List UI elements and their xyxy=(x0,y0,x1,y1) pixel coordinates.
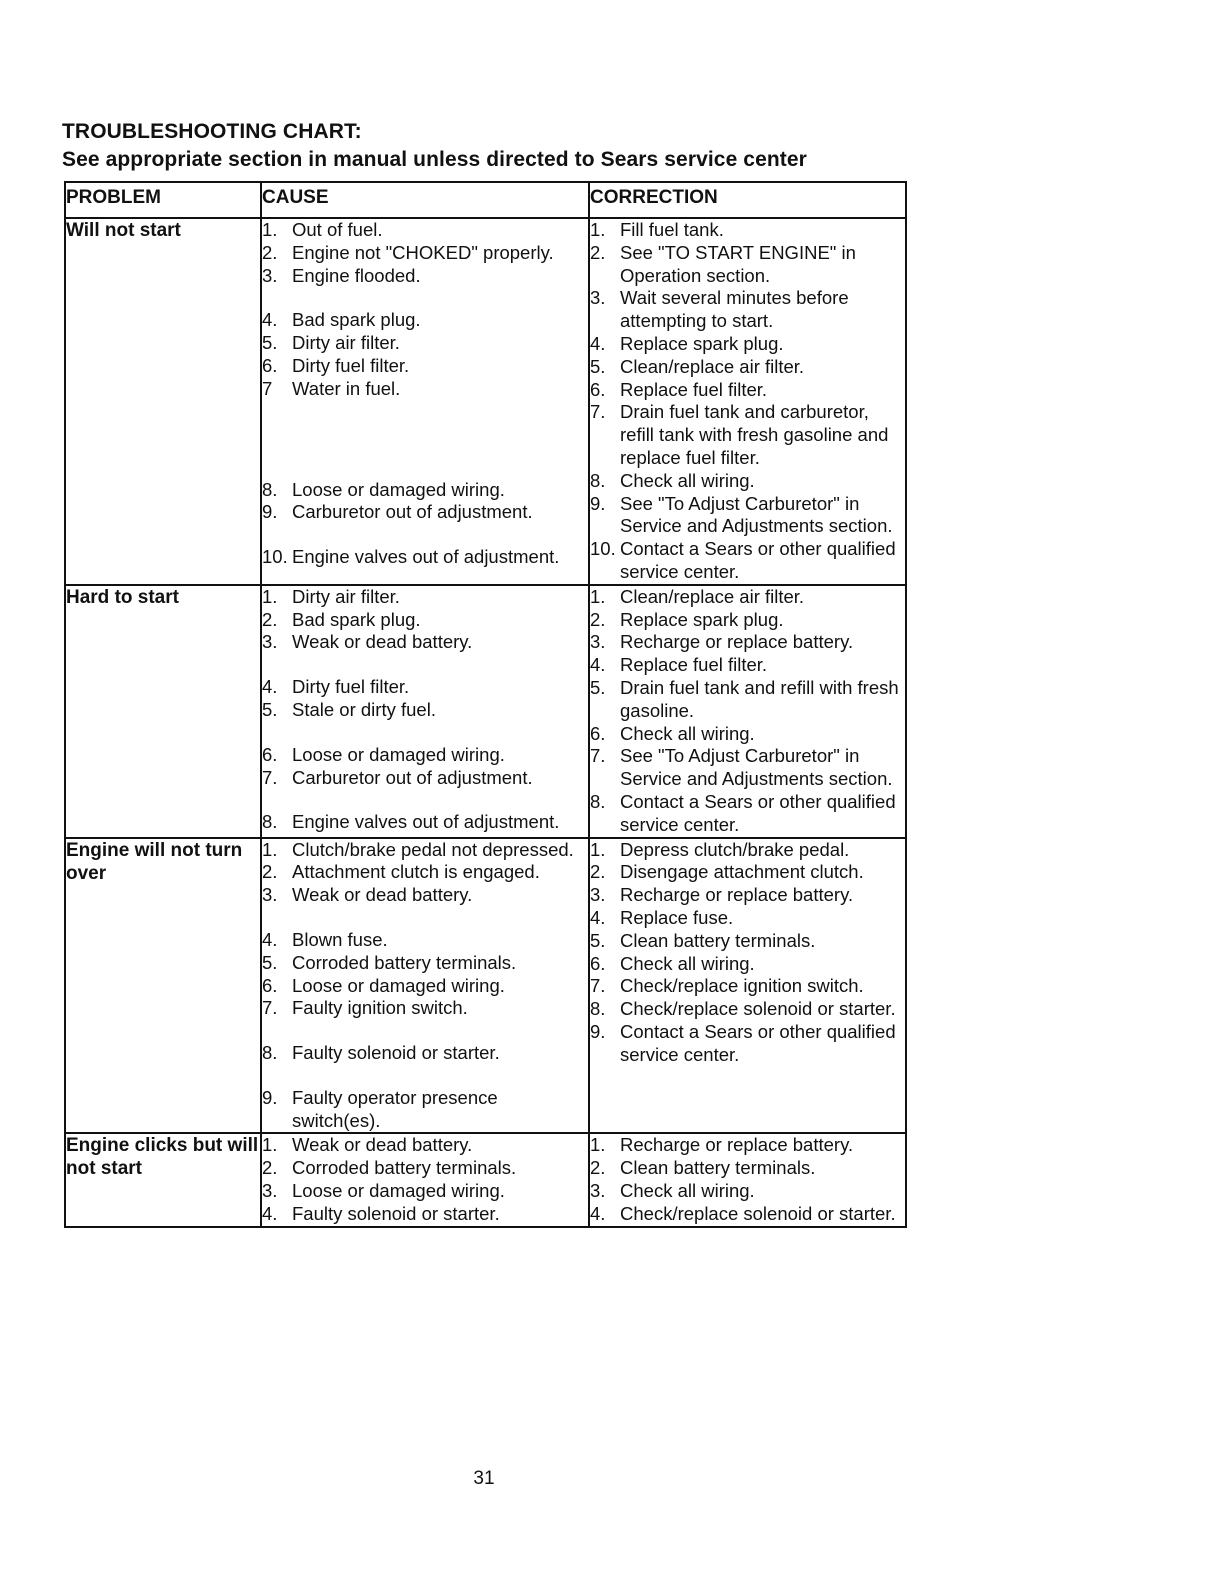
item-text: Clean battery terminals. xyxy=(620,929,816,951)
item-number: 6. xyxy=(590,378,606,400)
item-text: Loose or damaged wiring. xyxy=(292,743,505,765)
item-number: 6. xyxy=(590,952,606,974)
correction-cell xyxy=(589,1133,906,1226)
correction-item xyxy=(590,333,905,356)
item-number: 6. xyxy=(590,722,606,744)
cause-item xyxy=(262,1203,588,1226)
cause-item xyxy=(262,378,588,401)
cause-item xyxy=(262,839,588,862)
item-text: Replace fuel filter. xyxy=(620,378,768,400)
correction-item xyxy=(590,538,905,584)
item-number: 8. xyxy=(590,469,606,491)
item-text: See "TO START ENGINE" in Operation section. xyxy=(620,241,856,286)
item-number: 10. xyxy=(262,546,288,568)
cause-item xyxy=(262,997,588,1020)
item-text: Weak or dead battery. xyxy=(292,884,473,906)
cause-item xyxy=(262,265,588,288)
correction-item xyxy=(590,379,905,402)
item-number: 1. xyxy=(590,219,606,240)
item-text: Recharge or replace battery. xyxy=(620,1134,854,1156)
item-number: 2. xyxy=(590,241,606,263)
item-text: Engine not "CHOKED" properly. xyxy=(292,241,554,263)
item-number: 7. xyxy=(590,975,606,997)
correction-item xyxy=(590,242,905,288)
correction-item xyxy=(590,839,905,862)
item-text: Out of fuel. xyxy=(292,219,383,240)
correction-item xyxy=(590,861,905,884)
table-row xyxy=(65,838,906,1134)
item-text: Replace fuel filter. xyxy=(620,654,768,676)
item-number: 2. xyxy=(262,241,278,263)
item-number: 4. xyxy=(590,1202,606,1224)
item-number: 5. xyxy=(590,676,606,698)
correction-item xyxy=(590,723,905,746)
item-text: Water in fuel. xyxy=(292,377,401,399)
item-number: 8. xyxy=(590,998,606,1020)
correction-item xyxy=(590,219,905,242)
item-text: Replace fuse. xyxy=(620,906,734,928)
item-text: Fill fuel tank. xyxy=(620,219,724,240)
item-number: 2. xyxy=(262,1157,278,1179)
item-text: Dirty fuel filter. xyxy=(292,354,410,376)
item-number: 2. xyxy=(262,608,278,630)
item-number: 7 xyxy=(262,377,273,399)
item-text: Check all wiring. xyxy=(620,1180,755,1202)
cause-item xyxy=(262,501,588,524)
item-number: 3. xyxy=(590,287,606,309)
cause-cell xyxy=(261,585,589,838)
correction-item xyxy=(590,745,905,791)
item-text: Clean/replace air filter. xyxy=(620,585,805,607)
item-number: 6. xyxy=(262,354,278,376)
item-text: Corroded battery terminals. xyxy=(292,951,517,973)
item-text: Blown fuse. xyxy=(292,928,388,950)
troubleshooting-table xyxy=(64,181,907,1228)
item-text: Wait several minutes before attempting to start. xyxy=(620,287,849,332)
item-number: 2. xyxy=(590,861,606,883)
item-text: Faulty operator presence switch(es). xyxy=(292,1086,498,1131)
item-number: 4. xyxy=(590,654,606,676)
item-text: Check all wiring. xyxy=(620,469,755,491)
item-number: 9. xyxy=(590,1020,606,1042)
item-number: 7. xyxy=(590,401,606,423)
item-text: Clean/replace air filter. xyxy=(620,355,805,377)
table-row xyxy=(65,1133,906,1226)
item-number: 1. xyxy=(262,219,278,240)
problem-cell: Hard to start xyxy=(65,585,261,838)
cause-item xyxy=(262,952,588,975)
problem-cell: Engine will not turn over xyxy=(65,838,261,1134)
item-text: Weak or dead battery. xyxy=(292,1134,473,1156)
item-number: 3. xyxy=(262,264,278,286)
item-text: Attachment clutch is engaged. xyxy=(292,861,540,883)
cause-item xyxy=(262,699,588,722)
item-text: Check all wiring. xyxy=(620,722,755,744)
item-text: Clutch/brake pedal not depressed. xyxy=(292,838,574,860)
item-number: 3. xyxy=(262,884,278,906)
item-number: 5. xyxy=(262,698,278,720)
item-text: Recharge or replace battery. xyxy=(620,631,854,653)
item-text: Bad spark plug. xyxy=(292,309,421,331)
table-row xyxy=(65,585,906,838)
table-header-row xyxy=(65,182,906,218)
correction-item xyxy=(590,1021,905,1067)
item-text: Check/replace solenoid or starter. xyxy=(620,1202,896,1224)
problem-cell: Engine clicks but will not start xyxy=(65,1133,261,1226)
item-number: 1. xyxy=(590,1134,606,1156)
item-number: 7. xyxy=(262,766,278,788)
item-number: 5. xyxy=(590,355,606,377)
item-number: 7. xyxy=(590,745,606,767)
item-text: Drain fuel tank and refill with fresh gasoline. xyxy=(620,676,899,721)
item-number: 9. xyxy=(262,501,278,523)
item-text: Engine valves out of adjustment. xyxy=(292,811,560,833)
item-number: 2. xyxy=(590,608,606,630)
item-text: Loose or damaged wiring. xyxy=(292,478,505,500)
cause-item xyxy=(262,929,588,952)
item-number: 3. xyxy=(262,1180,278,1202)
correction-item xyxy=(590,586,905,609)
correction-item xyxy=(590,907,905,930)
item-number: 4. xyxy=(262,676,278,698)
item-text: Replace spark plug. xyxy=(620,332,784,354)
chart-heading xyxy=(62,118,942,174)
table-row xyxy=(65,218,906,585)
item-number: 3. xyxy=(590,1180,606,1202)
item-text: Contact a Sears or other qualified service center. xyxy=(620,1020,896,1065)
cause-item xyxy=(262,1157,588,1180)
item-text: Recharge or replace battery. xyxy=(620,884,854,906)
page-number: 31 xyxy=(473,1468,495,1489)
item-number: 10. xyxy=(590,538,616,560)
item-text: Dirty air filter. xyxy=(292,585,400,607)
item-text: Stale or dirty fuel. xyxy=(292,698,436,720)
cause-item xyxy=(262,975,588,998)
item-text: Corroded battery terminals. xyxy=(292,1157,517,1179)
item-text: Loose or damaged wiring. xyxy=(292,1180,505,1202)
item-text: Contact a Sears or other qualified service center. xyxy=(620,790,896,835)
item-number: 8. xyxy=(262,478,278,500)
item-text: Carburetor out of adjustment. xyxy=(292,501,533,523)
correction-item xyxy=(590,1157,905,1180)
cause-item xyxy=(262,1134,588,1157)
item-number: 1. xyxy=(262,1134,278,1156)
item-number: 7. xyxy=(262,997,278,1019)
table-body xyxy=(65,218,906,1227)
item-text: Carburetor out of adjustment. xyxy=(292,766,533,788)
cause-item xyxy=(262,631,588,654)
correction-item xyxy=(590,631,905,654)
column-header-correction: CORRECTION xyxy=(589,182,906,218)
item-number: 9. xyxy=(590,492,606,514)
item-text: Dirty fuel filter. xyxy=(292,676,410,698)
cause-item xyxy=(262,309,588,332)
item-number: 9. xyxy=(262,1086,278,1108)
cause-item xyxy=(262,861,588,884)
item-text: Dirty air filter. xyxy=(292,332,400,354)
correction-item xyxy=(590,654,905,677)
item-number: 6. xyxy=(262,974,278,996)
item-text: Weak or dead battery. xyxy=(292,631,473,653)
correction-item xyxy=(590,930,905,953)
page-title: TROUBLESHOOTING CHART: xyxy=(62,120,362,143)
item-number: 4. xyxy=(590,906,606,928)
item-number: 8. xyxy=(590,790,606,812)
correction-item xyxy=(590,470,905,493)
cause-cell xyxy=(261,1133,589,1226)
correction-cell xyxy=(589,585,906,838)
item-number: 8. xyxy=(262,811,278,833)
item-number: 3. xyxy=(590,631,606,653)
item-number: 1. xyxy=(262,585,278,607)
item-text: Depress clutch/brake pedal. xyxy=(620,838,850,860)
cause-item xyxy=(262,811,588,834)
cause-item xyxy=(262,586,588,609)
item-text: Engine flooded. xyxy=(292,264,421,286)
cause-item xyxy=(262,479,588,502)
item-number: 5. xyxy=(590,929,606,951)
cause-cell xyxy=(261,218,589,585)
cause-item xyxy=(262,1042,588,1065)
item-number: 3. xyxy=(262,631,278,653)
item-text: Contact a Sears or other qualified service center. xyxy=(620,538,896,582)
item-text: Clean battery terminals. xyxy=(620,1157,816,1179)
cause-item xyxy=(262,609,588,632)
cause-item xyxy=(262,767,588,790)
correction-item xyxy=(590,677,905,723)
correction-item xyxy=(590,791,905,837)
column-header-cause: CAUSE xyxy=(261,182,589,218)
cause-item xyxy=(262,744,588,767)
item-text: Drain fuel tank and carburetor, refill tank with fresh gasoline and replace fuel filter. xyxy=(620,401,889,468)
correction-cell xyxy=(589,218,906,585)
correction-item xyxy=(590,975,905,998)
correction-item xyxy=(590,609,905,632)
correction-item xyxy=(590,287,905,333)
correction-item xyxy=(590,401,905,469)
item-number: 4. xyxy=(262,1202,278,1224)
item-number: 8. xyxy=(262,1042,278,1064)
correction-item xyxy=(590,884,905,907)
item-text: Engine valves out of adjustment. xyxy=(292,546,560,568)
cause-item xyxy=(262,242,588,265)
item-text: Disengage attachment clutch. xyxy=(620,861,864,883)
correction-item xyxy=(590,998,905,1021)
correction-item xyxy=(590,953,905,976)
correction-item xyxy=(590,356,905,379)
item-text: Check/replace solenoid or starter. xyxy=(620,998,896,1020)
item-number: 3. xyxy=(590,884,606,906)
item-number: 5. xyxy=(262,951,278,973)
item-number: 4. xyxy=(262,309,278,331)
item-number: 2. xyxy=(590,1157,606,1179)
item-number: 6. xyxy=(262,743,278,765)
item-number: 2. xyxy=(262,861,278,883)
cause-item xyxy=(262,1087,588,1133)
correction-item xyxy=(590,1180,905,1203)
cause-item xyxy=(262,676,588,699)
cause-item xyxy=(262,355,588,378)
item-number: 1. xyxy=(262,838,278,860)
cause-item xyxy=(262,546,588,569)
correction-item xyxy=(590,1203,905,1226)
problem-cell: Will not start xyxy=(65,218,261,585)
item-number: 4. xyxy=(262,928,278,950)
item-text: Bad spark plug. xyxy=(292,608,421,630)
item-text: Check all wiring. xyxy=(620,952,755,974)
item-number: 5. xyxy=(262,332,278,354)
cause-item xyxy=(262,884,588,907)
cause-cell xyxy=(261,838,589,1134)
item-number: 1. xyxy=(590,838,606,860)
item-number: 4. xyxy=(590,332,606,354)
correction-cell xyxy=(589,838,906,1134)
page-subtitle: See appropriate section in manual unless directed to Sears service center xyxy=(62,148,807,171)
cause-item xyxy=(262,219,588,242)
correction-item xyxy=(590,493,905,539)
item-text: Faulty ignition switch. xyxy=(292,997,468,1019)
item-text: Check/replace ignition switch. xyxy=(620,975,864,997)
item-text: Loose or damaged wiring. xyxy=(292,974,505,996)
column-header-problem: PROBLEM xyxy=(65,182,261,218)
item-text: Faulty solenoid or starter. xyxy=(292,1042,500,1064)
item-text: Faulty solenoid or starter. xyxy=(292,1202,500,1224)
item-text: See "To Adjust Carburetor" in Service and Adjustments section. xyxy=(620,492,893,537)
item-text: See "To Adjust Carburetor" in Service and Adjustments section. xyxy=(620,745,893,790)
cause-item xyxy=(262,332,588,355)
item-number: 1. xyxy=(590,585,606,607)
correction-item xyxy=(590,1134,905,1157)
item-text: Replace spark plug. xyxy=(620,608,784,630)
cause-item xyxy=(262,1180,588,1203)
